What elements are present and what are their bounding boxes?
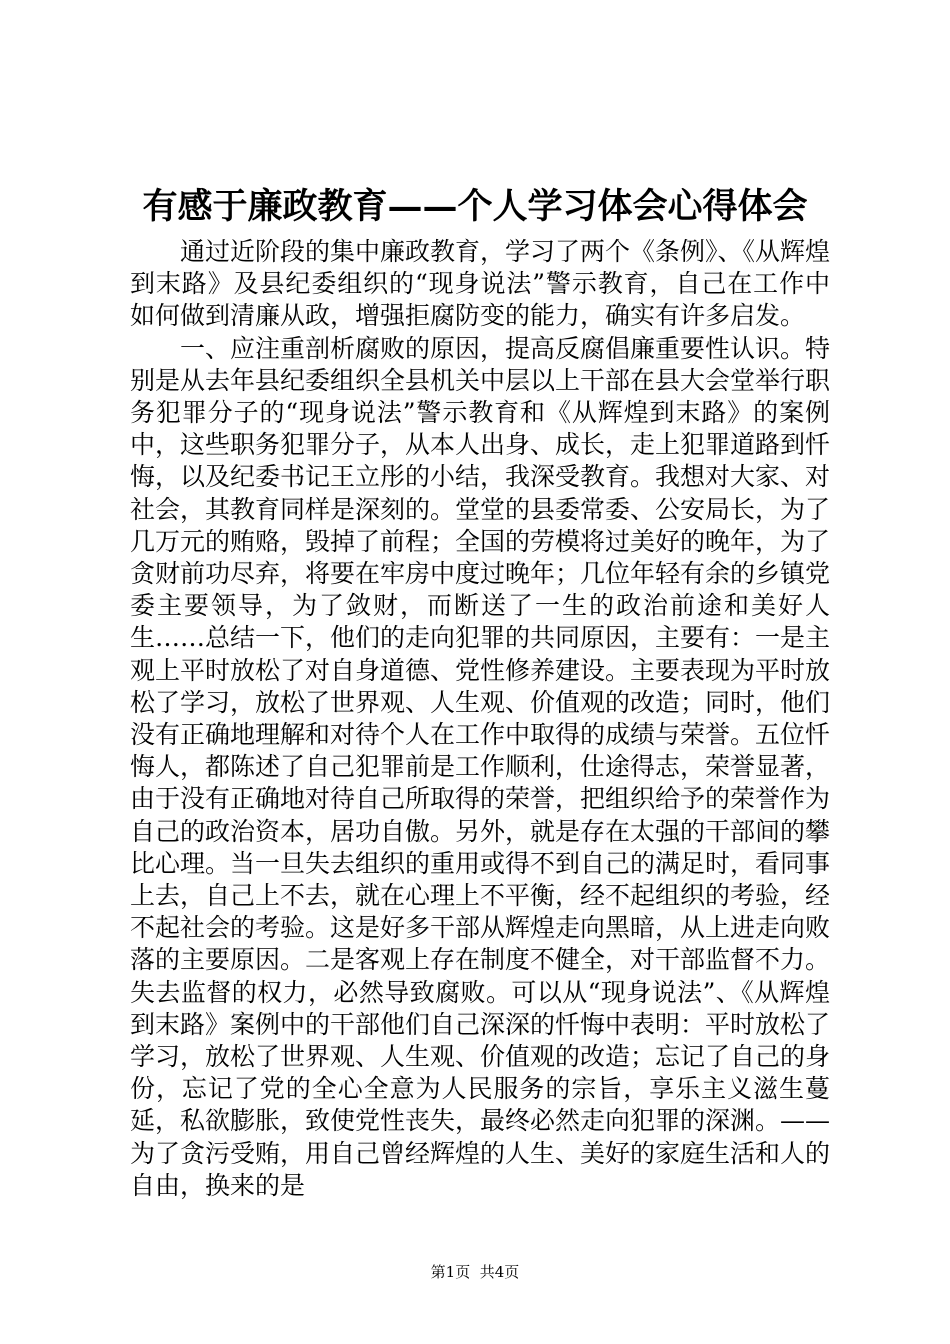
footer-spacer <box>470 1263 480 1281</box>
document-body <box>130 236 830 1202</box>
page-footer <box>0 1262 950 1282</box>
page-number-total: 共4页 <box>479 1263 520 1281</box>
paragraph-intro: 通过近阶段的集中廉政教育，学习了两个《条例》、《从辉煌到末路》及县纪委组织的“现身说法”警示教育，自己在工作中如何做到清廉从政，增强拒腐防变的能力，确实有许多启发。 <box>130 237 831 331</box>
page-number-current: 第1页 <box>430 1263 471 1281</box>
document-title: 有感于廉政教育——个人学习体会心得体会 <box>142 186 808 227</box>
paragraph-section-one: 一、应注重剖析腐败的原因，提高反腐倡廉重要性认识。特别是从去年县纪委组织全县机关中层以上干部在县大会堂举行职务犯罪分子的“现身说法”警示教育和《从辉煌到末路》的案例中，这些职务犯罪分子，从本人出身、成长，走上犯罪道路到忏悔，以及纪委书记王立彤的小结，我深受教育。我想对大家、对社会，其教育同样是深刻的。堂堂的县委常委、公安局长，为了几万元的贿赂，毁掉了前程；全国的劳模将过美好的晚年，为了贪财前功尽弃，将要在牢房中度过晚年；几位年轻有余的乡镇党委主要领导，为了敛财，而断送了一生的政治前途和美好人生……总结一下，他们的走向犯罪的共同原因，主要有：一是主观上平时放松了对自身道德、党性修养建设。主要表现为平时放松了学习，放松了世界观、人生观、价值观的改造；同时，他们没有正确地理解和对待个人在工作中取得的成绩与荣誉。五位忏悔人，都陈述了自己犯罪前是工作顺利，仕途得志，荣誉显著，由于没有正确地对待自己所取得的荣誉，把组织给予的荣誉作为自己的政治资本，居功自傲。另外，就是存在太强的干部间的攀比心理。当一旦失去组织的重用或得不到自己的满足时，看同事上去，自己上不去，就在心理上不平衡，经不起组织的考验，经不起社会的考验。这是好多干部从辉煌走向黑暗，从上进走向败落的主要原因。二是客观上存在制度不健全，对干部监督不力。失去监督的权力，必然导致腐败。可以从“现身说法”、《从辉煌到末路》案例中的干部他们自己深深的忏悔中表明：平时放松了学习，放松了世界观、人生观、价值观的改造；忘记了自己的身份，忘记了党的全心全意为人民服务的宗旨，享乐主义滋生蔓延，私欲膨胀，致使党性丧失，最终必然走向犯罪的深渊。——为了贪污受贿，用自己曾经辉煌的人生、美好的家庭生活和人的自由，换来的是 <box>130 333 831 1200</box>
